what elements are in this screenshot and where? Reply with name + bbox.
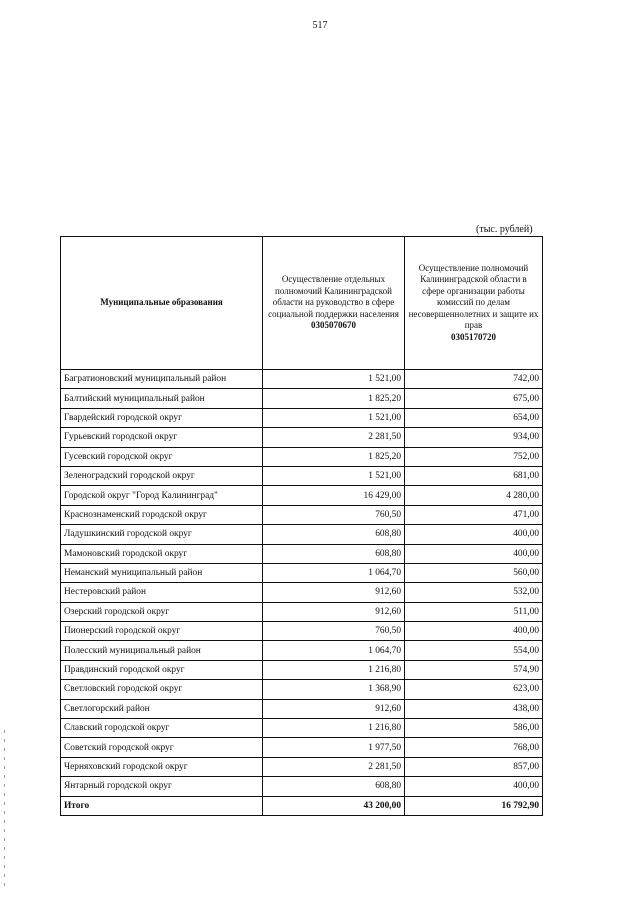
municipality-name: Неманский муниципальный район [61,563,263,582]
header-social-support [263,237,405,370]
juvenile-commission-amount: 934,00 [405,428,543,447]
header-juvenile-commission-text: Осуществление полномочий Калининградской области в сфере организации работы комиссий по делам несовершеннолетних и защите их прав [408,262,539,331]
municipality-name: Светловский городской округ [61,680,263,699]
municipality-name: Озерский городской округ [61,602,263,621]
header-social-support-text: Осуществление отдельных полномочий Калининградской области на руководство в сфере социальной поддержки населения [268,274,399,319]
social-support-amount: 2 281,50 [263,428,405,447]
social-support-amount: 912,60 [263,699,405,718]
social-support-amount: 1 521,00 [263,408,405,427]
juvenile-commission-amount: 623,00 [405,680,543,699]
juvenile-commission-amount: 554,00 [405,641,543,660]
social-support-amount: 2 281,50 [263,757,405,776]
municipality-name: Гусевский городской округ [61,447,263,466]
total-row [61,796,543,815]
social-support-amount: 760,50 [263,622,405,641]
municipality-name: Краснознаменский городской округ [61,505,263,524]
table-row [61,389,543,408]
table-row [61,680,543,699]
table-row [61,486,543,505]
table-row [61,428,543,447]
table-row [61,370,543,389]
table-row [61,777,543,796]
municipality-name: Багратионовский муниципальный район [61,370,263,389]
juvenile-commission-amount: 4 280,00 [405,486,543,505]
juvenile-commission-amount: 752,00 [405,447,543,466]
municipality-name: Светлогорский район [61,699,263,718]
social-support-amount: 1 368,90 [263,680,405,699]
juvenile-commission-amount: 574,90 [405,660,543,679]
municipality-name: Янтарный городской округ [61,777,263,796]
subvention-table [60,236,543,816]
units-note: (тыс. рублей) [476,224,533,235]
social-support-amount: 1 825,20 [263,389,405,408]
page-number: 517 [312,20,328,31]
juvenile-commission-amount: 681,00 [405,466,543,485]
table-row [61,757,543,776]
municipality-name: Черняховский городской округ [61,757,263,776]
social-support-amount: 1 216,80 [263,660,405,679]
municipality-name: Полесский муниципальный район [61,641,263,660]
social-support-amount: 1 521,00 [263,370,405,389]
header-municipalities-label: Муниципальные образования [100,297,223,308]
municipality-name: Славский городской округ [61,719,263,738]
juvenile-commission-amount: 400,00 [405,525,543,544]
table-row [61,583,543,602]
header-juvenile-commission [405,237,543,370]
header-juvenile-commission-code: 0305170720 [451,331,496,342]
social-support-amount: 608,80 [263,525,405,544]
table-row [61,525,543,544]
total-social-support: 43 200,00 [263,796,405,815]
table-row [61,447,543,466]
header-municipalities [61,237,263,370]
municipality-name: Городской округ "Город Калининград" [61,486,263,505]
juvenile-commission-amount: 511,00 [405,602,543,621]
table-row [61,505,543,524]
juvenile-commission-amount: 400,00 [405,622,543,641]
social-support-amount: 1 064,70 [263,641,405,660]
table-row [61,408,543,427]
table-row [61,738,543,757]
juvenile-commission-amount: 438,00 [405,699,543,718]
juvenile-commission-amount: 586,00 [405,719,543,738]
juvenile-commission-amount: 471,00 [405,505,543,524]
municipality-name: Правдинский городской округ [61,660,263,679]
municipality-name: Гвардейский городской округ [61,408,263,427]
table-row [61,699,543,718]
table-row [61,602,543,621]
juvenile-commission-amount: 400,00 [405,544,543,563]
total-label: Итого [61,796,263,815]
juvenile-commission-amount: 742,00 [405,370,543,389]
juvenile-commission-amount: 532,00 [405,583,543,602]
municipality-name: Советский городской округ [61,738,263,757]
table-header [61,237,543,370]
social-support-amount: 1 825,20 [263,447,405,466]
table-body [61,370,543,816]
header-social-support-code: 0305070670 [311,320,356,331]
social-support-amount: 608,80 [263,544,405,563]
scan-edge-mark [4,730,5,890]
social-support-amount: 1 977,50 [263,738,405,757]
social-support-amount: 912,60 [263,583,405,602]
juvenile-commission-amount: 857,00 [405,757,543,776]
municipality-name: Мамоновский городской округ [61,544,263,563]
municipality-name: Нестеровский район [61,583,263,602]
table-row [61,466,543,485]
table-row [61,660,543,679]
table-row [61,641,543,660]
juvenile-commission-amount: 400,00 [405,777,543,796]
municipality-name: Балтийский муниципальный район [61,389,263,408]
juvenile-commission-amount: 654,00 [405,408,543,427]
municipality-name: Ладушкинский городской округ [61,525,263,544]
total-juvenile-commission: 16 792,90 [405,796,543,815]
table-row [61,563,543,582]
table-row [61,719,543,738]
juvenile-commission-amount: 675,00 [405,389,543,408]
municipality-name: Гурьевский городской округ [61,428,263,447]
table-row [61,544,543,563]
social-support-amount: 1 064,70 [263,563,405,582]
social-support-amount: 760,50 [263,505,405,524]
social-support-amount: 912,60 [263,602,405,621]
municipality-name: Зеленоградский городской округ [61,466,263,485]
social-support-amount: 1 521,00 [263,466,405,485]
juvenile-commission-amount: 768,00 [405,738,543,757]
table-row [61,622,543,641]
social-support-amount: 608,80 [263,777,405,796]
social-support-amount: 1 216,80 [263,719,405,738]
juvenile-commission-amount: 560,00 [405,563,543,582]
social-support-amount: 16 429,00 [263,486,405,505]
municipality-name: Пионерский городской округ [61,622,263,641]
